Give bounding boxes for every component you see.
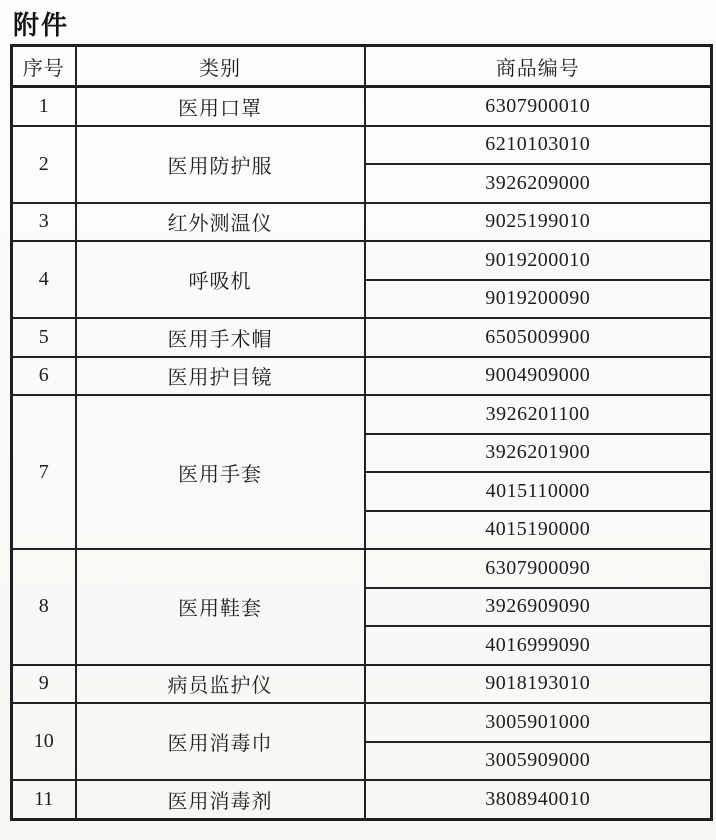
cell-serial-number: 11 [12, 780, 76, 819]
cell-serial-number: 6 [12, 357, 76, 396]
cell-commodity-code: 3926201900 [365, 434, 712, 473]
header-category: 类别 [76, 46, 365, 87]
cell-commodity-code: 9019200090 [365, 280, 712, 319]
cell-serial-number: 8 [12, 549, 76, 665]
cell-commodity-code: 6307900090 [365, 549, 712, 588]
cell-commodity-code: 3926209000 [365, 164, 712, 203]
table-row [12, 395, 712, 434]
cell-commodity-code: 4015190000 [365, 511, 712, 550]
cell-category: 医用口罩 [76, 87, 365, 126]
page-title: 附件 [13, 10, 70, 40]
cell-commodity-code: 3808940010 [365, 780, 712, 819]
cell-commodity-code: 6210103010 [365, 126, 712, 165]
cell-commodity-code: 4015110000 [365, 472, 712, 511]
cell-category: 医用鞋套 [76, 549, 365, 665]
cell-serial-number: 3 [12, 203, 76, 242]
table-row [12, 203, 712, 242]
cell-commodity-code: 6307900010 [365, 87, 712, 126]
cell-serial-number: 2 [12, 126, 76, 203]
cell-commodity-code: 9025199010 [365, 203, 712, 242]
cell-commodity-code: 3926201100 [365, 395, 712, 434]
cell-category: 医用消毒巾 [76, 703, 365, 780]
cell-commodity-code: 9018193010 [365, 665, 712, 704]
table-row [12, 87, 712, 126]
commodity-codes-table [10, 44, 713, 821]
cell-category: 医用手术帽 [76, 318, 365, 357]
table-row [12, 357, 712, 396]
cell-category: 病员监护仪 [76, 665, 365, 704]
cell-serial-number: 10 [12, 703, 76, 780]
table-row [12, 703, 712, 742]
cell-category: 医用消毒剂 [76, 780, 365, 819]
cell-commodity-code: 4016999090 [365, 626, 712, 665]
cell-category: 呼吸机 [76, 241, 365, 318]
cell-serial-number: 5 [12, 318, 76, 357]
cell-commodity-code: 3926909090 [365, 588, 712, 627]
cell-serial-number: 9 [12, 665, 76, 704]
cell-category: 医用护目镜 [76, 357, 365, 396]
table-row [12, 549, 712, 588]
cell-commodity-code: 3005901000 [365, 703, 712, 742]
cell-category: 医用防护服 [76, 126, 365, 203]
table-row [12, 665, 712, 704]
header-commodity-code: 商品编号 [365, 46, 712, 87]
table-row [12, 126, 712, 165]
cell-category: 红外测温仪 [76, 203, 365, 242]
cell-serial-number: 4 [12, 241, 76, 318]
cell-category: 医用手套 [76, 395, 365, 549]
table-row [12, 780, 712, 819]
cell-serial-number: 7 [12, 395, 76, 549]
table-row [12, 318, 712, 357]
header-serial-number: 序号 [12, 46, 76, 87]
cell-commodity-code: 3005909000 [365, 742, 712, 781]
cell-commodity-code: 9019200010 [365, 241, 712, 280]
table-header-row [12, 46, 712, 87]
table-row [12, 241, 712, 280]
cell-serial-number: 1 [12, 87, 76, 126]
cell-commodity-code: 9004909000 [365, 357, 712, 396]
cell-commodity-code: 6505009900 [365, 318, 712, 357]
